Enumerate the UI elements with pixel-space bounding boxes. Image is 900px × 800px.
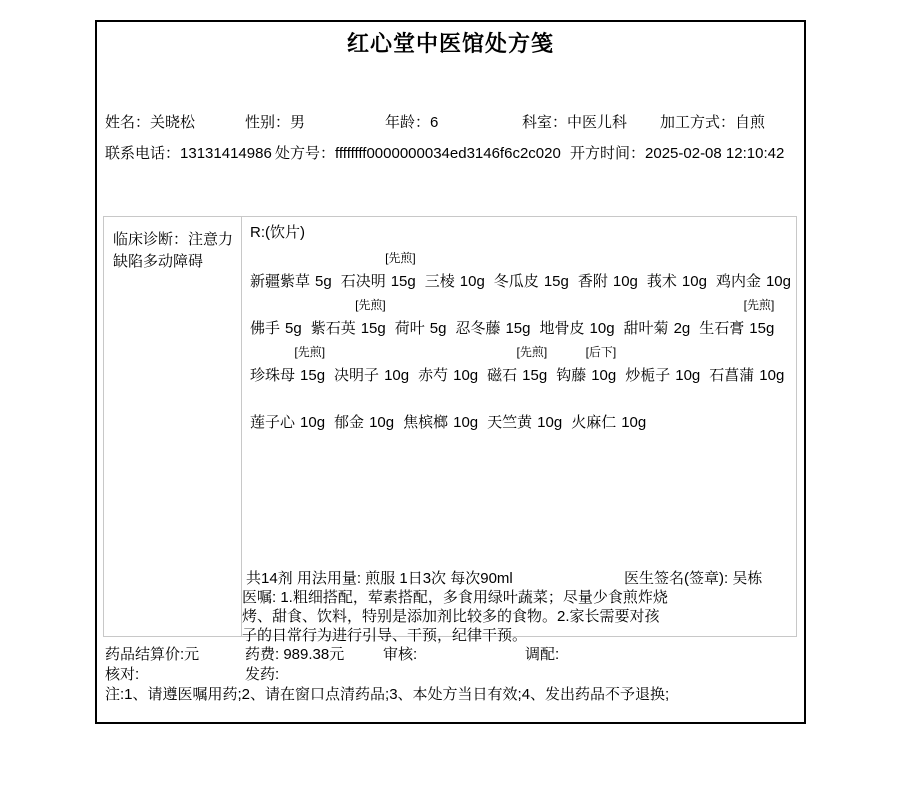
decoction-note xyxy=(425,247,485,269)
medicine-item xyxy=(418,341,478,388)
decoction-note xyxy=(403,388,478,410)
medicine-name: 炒栀子 xyxy=(625,367,671,384)
medicine-name: 火麻仁 xyxy=(571,414,617,431)
medicine-name: 香附 xyxy=(577,273,608,290)
doctor-signature-value: 吴栋 xyxy=(732,570,763,587)
medicine-item xyxy=(425,247,485,294)
patient-age-label: 年龄： xyxy=(385,114,431,131)
prescription-box xyxy=(103,216,797,644)
medicine-text xyxy=(647,269,707,294)
medicine-row xyxy=(250,341,800,388)
medicine-name: 焦槟榔 xyxy=(403,414,449,431)
decoction-note: [先煎] xyxy=(385,251,416,265)
medicine-item xyxy=(487,388,562,435)
medicine-name: 生石膏 xyxy=(699,320,745,337)
medicine-name: 地骨皮 xyxy=(539,320,585,337)
decoction-note xyxy=(709,341,784,363)
decoction-note xyxy=(250,294,302,316)
medicine-row xyxy=(250,247,800,294)
medicine-item xyxy=(334,388,394,435)
decoction-note xyxy=(395,294,447,316)
medicine-text xyxy=(556,363,616,388)
fee-field xyxy=(245,645,344,665)
medicine-text xyxy=(250,410,325,435)
patient-name-label: 姓名： xyxy=(105,114,151,131)
medicine-text xyxy=(625,363,700,388)
medicine-name: 天竺黄 xyxy=(487,414,533,431)
medicine-item xyxy=(625,341,700,388)
medicine-text xyxy=(425,269,485,294)
department-value: 中医儿科 xyxy=(567,114,628,131)
medicine-dose: 10g xyxy=(384,367,410,384)
medicine-text xyxy=(250,316,302,341)
medicine-dose: 2g xyxy=(673,320,691,337)
diagnosis-value: 注意力缺陷多动障碍 xyxy=(113,231,234,270)
page-title: 红心堂中医馆处方笺 xyxy=(346,31,554,56)
medicine-name: 忍冬藤 xyxy=(455,320,501,337)
doctor-signature-label: 医生签名(签章): xyxy=(624,570,729,587)
medicine-name: 甜叶菊 xyxy=(623,320,669,337)
medicine-dose: 10g xyxy=(621,414,647,431)
medicine-dose: 15g xyxy=(522,367,548,384)
decoction-note xyxy=(578,247,638,269)
medicine-name: 荷叶 xyxy=(394,320,425,337)
phone-value: 13131414986 xyxy=(180,145,272,162)
medicine-dose: 10g xyxy=(612,273,638,290)
issue-time-label: 开方时间： xyxy=(570,145,646,162)
audit-label: 审核: xyxy=(383,646,418,663)
dispense-field xyxy=(245,665,279,685)
medicine-text xyxy=(418,363,478,388)
medicine-item xyxy=(395,294,447,341)
processing-method-label: 加工方式： xyxy=(660,114,736,131)
prepare-field xyxy=(525,645,559,665)
medicine-groups xyxy=(250,247,800,435)
medicine-text xyxy=(250,269,332,294)
medicine-dose: 10g xyxy=(591,367,617,384)
doctor-signature xyxy=(624,569,762,589)
phone-label: 联系电话： xyxy=(105,145,181,162)
issue-time-value: 2025-02-08 12:10:42 xyxy=(645,145,785,162)
fee-label: 药费: xyxy=(245,646,280,663)
medicine-name: 鸡内金 xyxy=(715,273,761,290)
medicine-name: 石决明 xyxy=(340,273,386,290)
decoction-note xyxy=(250,388,325,410)
medicine-name: 郁金 xyxy=(334,414,365,431)
prepare-label: 调配: xyxy=(525,646,560,663)
medicine-dose: 10g xyxy=(453,367,479,384)
medicine-dose: 10g xyxy=(537,414,563,431)
decoction-note xyxy=(716,247,791,269)
medicine-dose: 15g xyxy=(543,273,569,290)
decoction-note xyxy=(571,388,646,410)
diagnosis-label: 临床诊断： xyxy=(113,231,189,248)
patient-name-field xyxy=(105,113,195,133)
medicine-text xyxy=(716,269,791,294)
settle-price-field xyxy=(105,645,199,665)
medicine-dose: 10g xyxy=(765,273,791,290)
medicine-dose: 5g xyxy=(429,320,447,337)
medicine-row xyxy=(250,294,800,341)
decoction-note xyxy=(487,388,562,410)
decoction-note: [先煎] xyxy=(743,298,775,312)
decoction-note xyxy=(540,294,615,316)
medicine-dose: 15g xyxy=(390,273,416,290)
phone-field xyxy=(105,144,272,164)
dispense-label: 发药: xyxy=(245,666,280,683)
usage-line xyxy=(246,569,513,589)
medicine-name: 莪术 xyxy=(646,273,677,290)
issue-time-field xyxy=(570,144,784,164)
medicine-dose: 10g xyxy=(459,273,485,290)
medicine-text xyxy=(334,410,394,435)
medicine-item xyxy=(341,247,416,294)
medicine-text xyxy=(578,269,638,294)
medicine-item xyxy=(455,294,530,341)
patient-gender-label: 性别： xyxy=(245,114,291,131)
medicine-text xyxy=(571,410,646,435)
department-label: 科室： xyxy=(522,114,568,131)
patient-age-field xyxy=(385,113,438,133)
medicine-item xyxy=(334,341,409,388)
medicine-dose: 15g xyxy=(749,320,775,337)
medicine-text xyxy=(699,316,774,341)
settle-price-label: 药品结算价: xyxy=(105,646,185,663)
decoction-note xyxy=(250,247,332,269)
medicine-item xyxy=(250,388,325,435)
medicine-item xyxy=(709,341,784,388)
decoction-note xyxy=(334,341,409,363)
medicine-dose: 10g xyxy=(675,367,701,384)
decoction-note xyxy=(625,341,700,363)
patient-name-value: 关晓松 xyxy=(150,114,196,131)
medical-advice: 医嘱: 1.粗细搭配，荤素搭配，多食用绿叶蔬菜；尽量少食煎炸烧烤、甜食、饮料，特别是添加剂比较多的食物。2.家长需要对孩子的日常行为进行引导、干预，纪律干预。 xyxy=(242,589,668,644)
processing-method-value: 自煎 xyxy=(735,114,766,131)
patient-gender-value: 男 xyxy=(290,114,306,131)
medicine-dose: 15g xyxy=(360,320,386,337)
decoction-note xyxy=(624,294,691,316)
decoction-note: [先煎] xyxy=(516,345,548,359)
medicine-name: 赤芍 xyxy=(418,367,449,384)
medicine-name: 珍珠母 xyxy=(250,367,296,384)
medicine-name: 新疆紫草 xyxy=(250,273,311,290)
audit-field xyxy=(383,645,417,665)
rx-header: R:(饮片) xyxy=(250,224,305,241)
medicine-item xyxy=(250,247,332,294)
fee-value: 989.38元 xyxy=(283,646,345,663)
decoction-note xyxy=(647,247,707,269)
medicine-dose: 5g xyxy=(315,273,332,290)
settle-price-value: 元 xyxy=(184,646,200,663)
medicine-item xyxy=(403,388,478,435)
medicine-name: 三棱 xyxy=(424,273,455,290)
medicine-item xyxy=(311,294,386,341)
medicine-text xyxy=(455,316,530,341)
medicine-name: 石菖蒲 xyxy=(709,367,755,384)
medicine-name: 莲子心 xyxy=(250,414,296,431)
medicine-item xyxy=(716,247,791,294)
medicine-text xyxy=(487,410,562,435)
dose-count: 共14剂 xyxy=(246,570,293,587)
medicine-item xyxy=(556,341,616,388)
decoction-note: [先煎] xyxy=(355,298,386,312)
medicine-text xyxy=(334,363,409,388)
medicine-item xyxy=(578,247,638,294)
medicine-dose: 10g xyxy=(589,320,615,337)
prescription-no-field xyxy=(275,144,561,164)
medicine-item xyxy=(250,294,302,341)
prescription-no-value: ffffffff0000000034ed3146f6c2c020 xyxy=(335,145,561,162)
prescription-no-label: 处方号： xyxy=(275,145,336,162)
medicine-text xyxy=(341,269,416,294)
decoction-note: [先煎] xyxy=(294,345,326,359)
medicine-text xyxy=(311,316,386,341)
prescription-sheet xyxy=(95,20,806,724)
medicine-text xyxy=(487,363,547,388)
medicine-item xyxy=(540,294,615,341)
medicine-item xyxy=(624,294,691,341)
medicine-dose: 10g xyxy=(369,414,395,431)
medicine-dose: 10g xyxy=(300,414,326,431)
medicine-item xyxy=(647,247,707,294)
medicine-text xyxy=(250,363,325,388)
medicine-text xyxy=(624,316,691,341)
medicine-text xyxy=(494,269,569,294)
processing-method-field xyxy=(660,113,765,133)
usage-value: 煎服 1日3次 每次90ml xyxy=(365,570,513,587)
footer-note: 注:1、请遵医嘱用药;2、请在窗口点清药品;3、本处方当日有效;4、发出药品不予退换; xyxy=(105,686,670,703)
medicine-dose: 15g xyxy=(505,320,531,337)
medicine-name: 佛手 xyxy=(250,320,281,337)
decoction-note xyxy=(334,388,394,410)
check-label: 核对: xyxy=(105,666,140,683)
medicine-dose: 10g xyxy=(759,367,785,384)
medicine-item xyxy=(250,341,325,388)
medicine-name: 冬瓜皮 xyxy=(493,273,539,290)
medicine-dose: 10g xyxy=(453,414,479,431)
decoction-note xyxy=(455,294,530,316)
usage-label: 用法用量: xyxy=(296,570,362,587)
medicine-row xyxy=(250,388,800,435)
patient-age-value: 6 xyxy=(430,114,439,131)
department-field xyxy=(522,113,627,133)
medicine-text xyxy=(403,410,478,435)
check-field xyxy=(105,665,139,685)
medicine-text xyxy=(395,316,447,341)
medicine-name: 紫石英 xyxy=(310,320,356,337)
medicine-text xyxy=(709,363,784,388)
medicine-item xyxy=(494,247,569,294)
medicine-name: 磁石 xyxy=(487,367,518,384)
diagnosis-panel xyxy=(104,217,242,636)
decoction-note xyxy=(494,247,569,269)
medicine-name: 决明子 xyxy=(334,367,380,384)
medicine-dose: 10g xyxy=(681,273,707,290)
medicine-text xyxy=(540,316,615,341)
decoction-note xyxy=(418,341,478,363)
medicine-item xyxy=(487,341,547,388)
medicine-name: 钩藤 xyxy=(556,367,587,384)
medicine-item xyxy=(699,294,774,341)
patient-gender-field xyxy=(245,113,305,133)
medicines-panel xyxy=(242,217,800,644)
medicine-dose: 15g xyxy=(300,367,326,384)
decoction-note: [后下] xyxy=(585,345,617,359)
medicine-item xyxy=(571,388,646,435)
medicine-dose: 5g xyxy=(285,320,302,337)
